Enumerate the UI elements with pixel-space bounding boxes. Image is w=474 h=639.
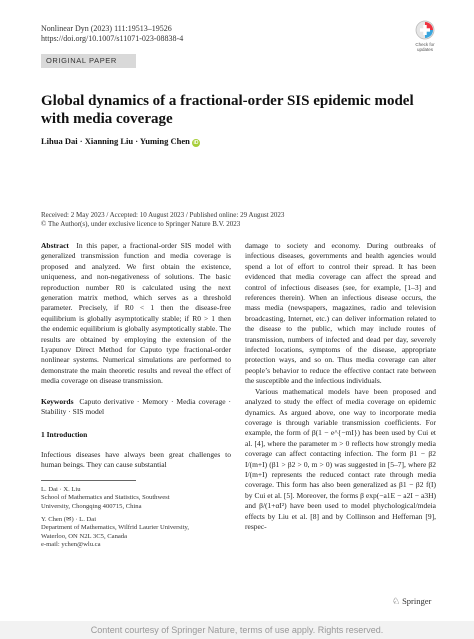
publication-history (41, 211, 284, 229)
intro-paragraph: Infectious diseases have always been great challenges to human beings. They can cause substantial (41, 449, 231, 470)
footnote-divider (41, 480, 136, 481)
author-list (41, 136, 200, 147)
email-link[interactable]: e-mail: ychen@wlu.ca (41, 541, 101, 549)
keywords-text: Caputo derivative · Memory · Media coverage · Stability · SIS model (41, 396, 231, 417)
affiliation-2-line2: Waterloo, ON N2L 3C5, Canada (41, 532, 128, 540)
affiliation-2-names: Y. Chen (✉) · L. Dai (41, 515, 97, 523)
body-paragraph-1: damage to society and economy. During outbreaks of infectious diseases, governments and health agencies would spend a lot of effort to control their spread. It has been evidenced that media coverage can affect the spread and control of infectious diseases (see, for example, [1–3] and references therein). When an infectious disease occurs, the mass media (newspapers, magazines, radio and television broadcasting, Internet, etc.) can deliver information related to the disease to the public, which may include routes of transmission, numbers of infected and dead per day, severely infected locations, symptoms of the disease, appropriate protection ways, and so on. Thus media coverage can alter people’s behavior to reduce the effective contact rate between the susceptible and the infectious individuals. (245, 241, 436, 386)
crossmark-icon (410, 20, 440, 42)
publisher-name: Springer (402, 596, 432, 606)
abstract-text: In this paper, a fractional-order SIS model with generalized transmission function and media coverage is proposed and analyzed. We first obtain the existence, uniqueness, and non-negativeness of solutions. The basic reproduction number R0 is calculated using the next generation matrix method, which serves as a threshold parameter. Precisely, if R0 < 1 then the disease-free equilibrium is globally asymptotically stable; if R0 > 1 then the endemic equilibrium is globally asymptotically stable. The results are obtained by employing the extension of the Lyapunov Direct Method for Caputo type fractional-order nonlinear systems. Numerical simulations are performed to demonstrate the main theoretic results and reveal the effect of media coverage on disease transmission. (41, 241, 231, 386)
paper-title: Global dynamics of a fractional-order SIS epidemic model with media coverage (41, 93, 414, 127)
publisher-logo (392, 596, 431, 607)
affiliations (41, 486, 231, 550)
keywords-label: Keywords (41, 396, 74, 406)
doi-link[interactable]: https://doi.org/10.1007/s11071-023-08838-4 (41, 34, 184, 43)
courtesy-footer: Content courtesy of Springer Nature, terms of use apply. Rights reserved. (0, 621, 474, 639)
affiliation-1-line2: University, Chongqing 400715, China (41, 502, 142, 510)
article-type-label: ORIGINAL PAPER (41, 54, 136, 68)
dates-line: Received: 2 May 2023 / Accepted: 10 August 2023 / Published online: 29 August 2023 (41, 211, 285, 219)
body-paragraph-2: Various mathematical models have been proposed and analyzed to study the effect of media coverage on epidemic dynamics. As argued above, one way to incorporate media coverage is through variable transmission coefficients. For example, the form of β(1 − e^{−mI}) has been used by Cui et al. [4], where the parameter m > 0 reflects how strongly media coverage can affect contacting infection. The form β1 − β2 I/(m+I) (β1 > β2 > 0, m > 0) was suggested in [5–7], where β2 I/(m+I) represents the reduced contact rate through media coverage. This form has also been generalized as β1 − β2 f(I) by Cui et al. [5]. Moreover, the forms β exp(−a1E − a2I − a3H) and β/(1+αI²) have been used to model phychological/mdeia effects by Liu et al. [8] and by Collinson and Heffernan [9], respec- (245, 386, 436, 531)
section-heading: 1 Introduction (41, 429, 88, 439)
author-names[interactable]: Lihua Dai · Xianning Liu · Yuming Chen (41, 136, 190, 146)
abstract (41, 241, 231, 387)
right-column (245, 241, 436, 532)
journal-name: Nonlinear Dyn (2023) 111:19513–19526 (41, 24, 172, 33)
left-column (41, 241, 231, 550)
affiliation-2-line1: Department of Mathematics, Wilfrid Laurier University, (41, 524, 190, 532)
affiliation-1-names: L. Dai · X. Liu (41, 485, 81, 493)
keywords (41, 397, 231, 418)
crossmark-badge[interactable] (410, 20, 440, 50)
crossmark-label: Check for updates (415, 42, 435, 52)
affiliation-1-line1: School of Mathematics and Statistics, Southwest (41, 494, 170, 502)
orcid-icon[interactable]: iD (193, 140, 199, 146)
springer-horse-icon: ♘ (392, 596, 401, 606)
abstract-label: Abstract (41, 241, 69, 250)
journal-citation (41, 24, 183, 44)
copyright-line: © The Author(s), under exclusive licence to Springer Nature B.V. 2023 (41, 220, 241, 228)
